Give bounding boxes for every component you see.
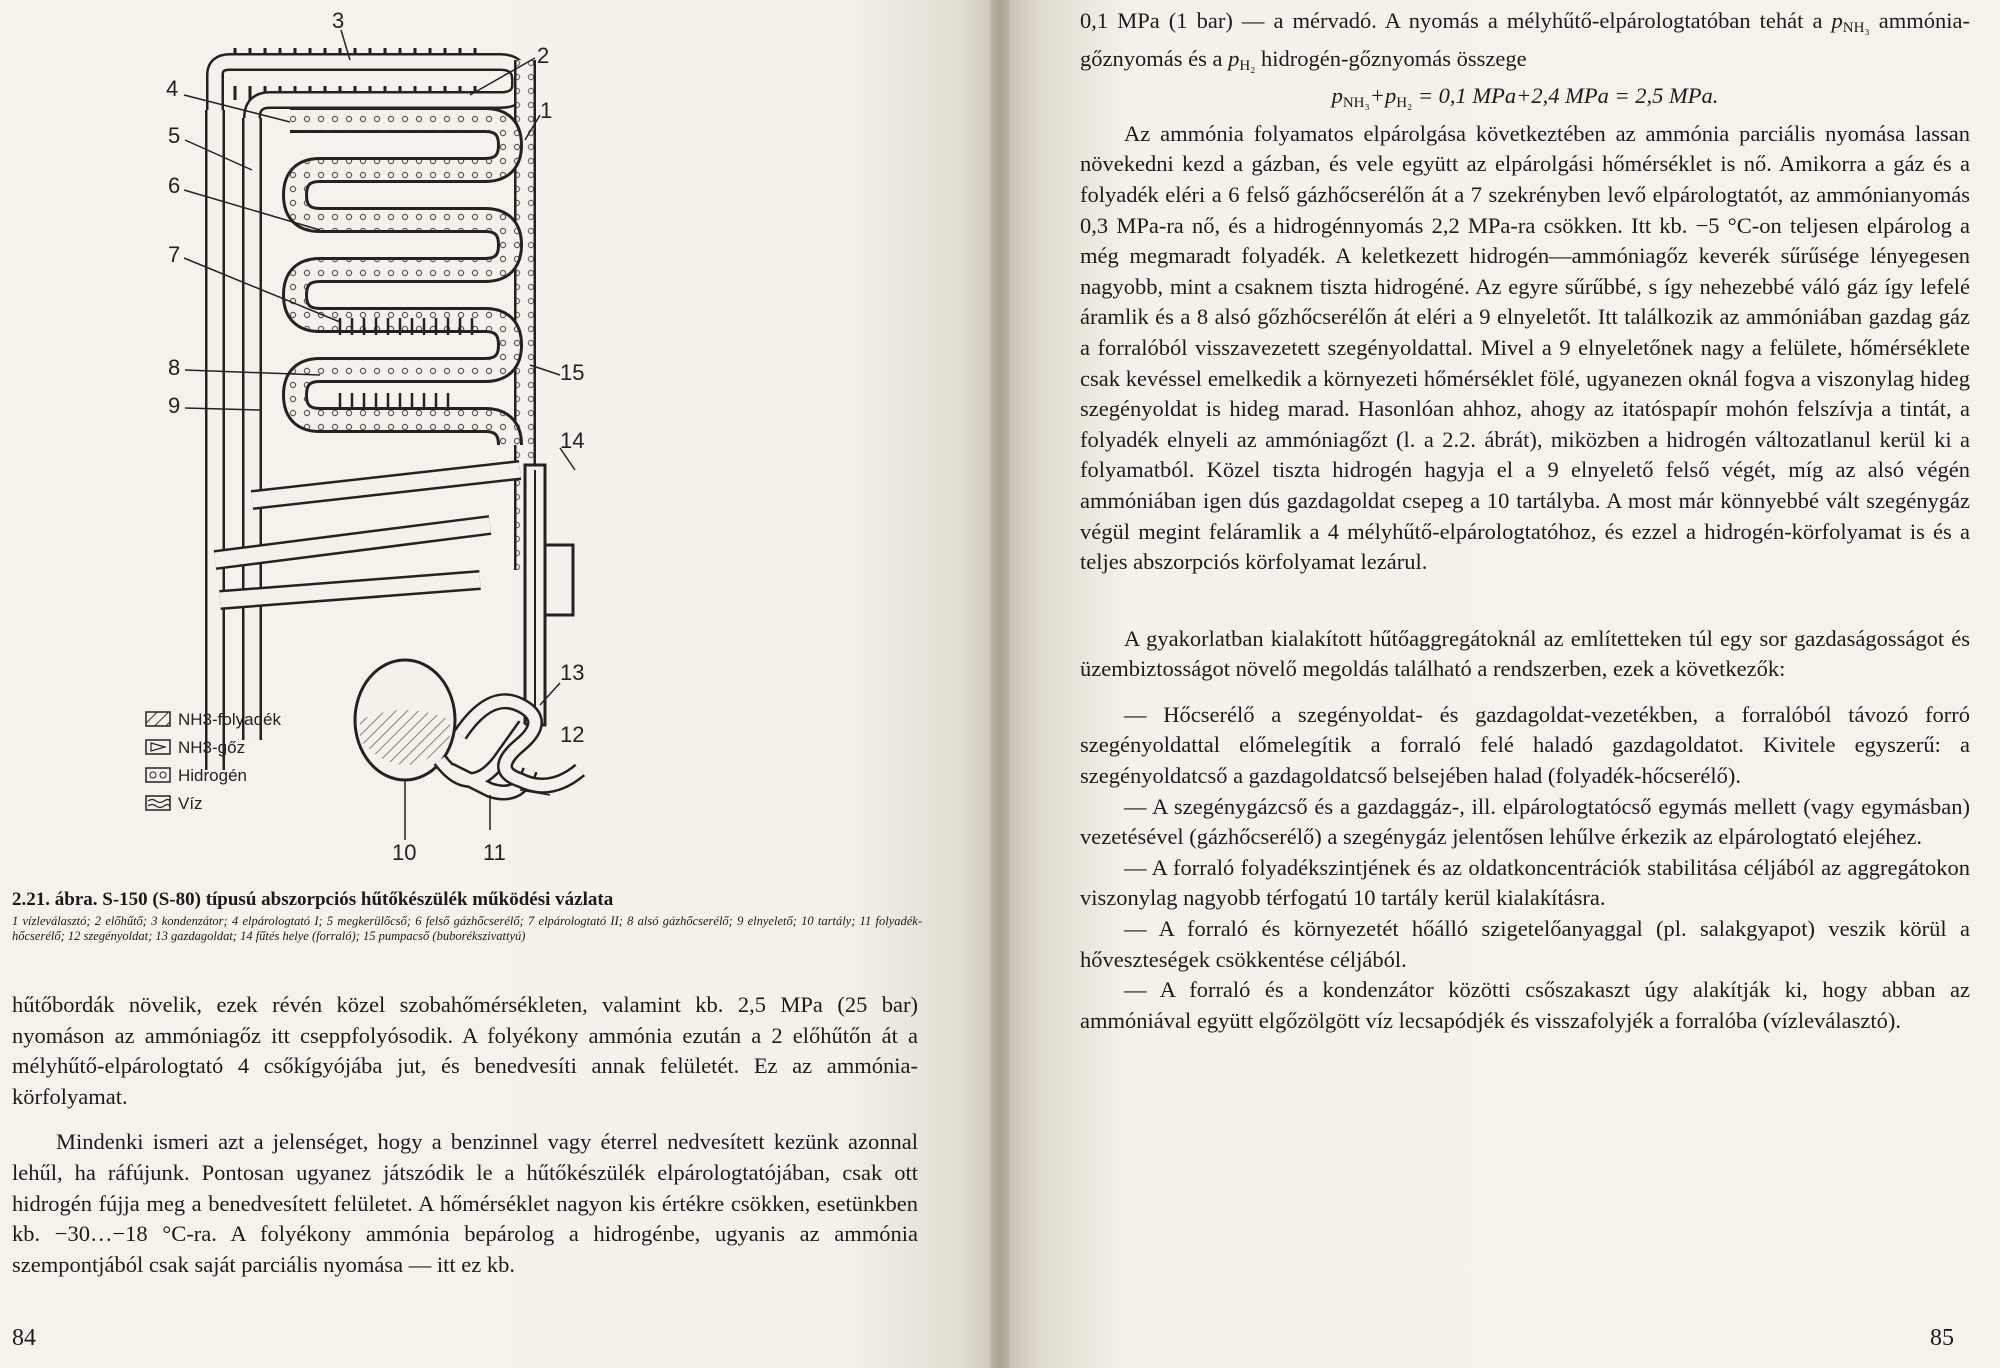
left-page [0,0,990,1368]
legend-label-water: Víz [178,794,203,813]
legend-label-vapor: NH3-gőz [178,738,246,757]
left-paragraph-1: hűtőbordák növelik, ezek révén közel szobahőmérsékleten, valamint kb. 2,5 MPa (25 bar) nyomáson az ammóniagőz itt cseppfolyósodik. A folyékony ammónia ezután a 2 előhűtőn át a mélyhűtő-elpárologtató 4 csőkígyójába jut, és benedvesíti annak felületét. Ez az ammónia-körfolyamat. [12,992,918,1109]
fig-label-5: 5 [168,123,181,148]
right-body-text [1080,6,1970,1036]
book-gutter [990,0,1010,1368]
fig-label-15: 15 [560,360,585,385]
fig-label-3: 3 [332,8,345,33]
caption-text: 1 vízleválasztó; 2 előhűtő; 3 kondenzátor; 4 elpárologtató I; 5 megkerülőcső; 6 felső gázhőcserélő; 7 elpárologtató II; 8 alsó gázhőcserélő; 9 elnyelető; 10 tartály; 11 folyadék-hőcserélő; 12 szegényoldat; 13 gazdagoldat; 14 fűtés helye (forraló); 15 pumpacső (buborékszivattyú) [12,914,922,943]
left-body-text [12,990,918,1280]
fig-label-7: 7 [168,242,181,267]
right-paragraph-8: — A forraló és a kondenzátor közötti csőszakaszt úgy alakítják ki, hogy abban az ammóniával együtt elgőzölgött víz lecsapódjék és visszafolyjék a forralóba (vízleválasztó). [1080,977,1970,1033]
legend-label-liquid: NH3-folyadék [178,710,281,729]
page-number-left: 84 [12,1325,36,1351]
fig-label-10: 10 [392,840,417,865]
right-paragraph-7: — A forraló és környezetét hőálló szigetelőanyaggal (pl. salakgyapot) veszik körül a hőveszteségek csökkentése céljából. [1080,916,1970,972]
fig-label-14: 14 [560,428,585,453]
water-swatch-icon [146,796,170,810]
fig-label-12: 12 [560,722,585,747]
left-paragraph-2: Mindenki ismeri azt a jelenséget, hogy a benzinnel vagy éterrel nedvesített kezünk azonnal lehűl, ha ráfújunk. Pontosan ugyanez játszódik le a hűtőkészülék elpárologtatójában, csak ott hidrogén fújja meg a benedvesített felületet. A hőmérséklet nagyon kis értékre csökken, esetünkben kb. −30…−18 °C-ra. A folyékony ammónia bepárolog a hidrogénbe, ugyanis az ammónia szempontjából csak saját parciális nyomása — itt ez kb. [12,1129,918,1277]
fig-label-2: 2 [537,43,550,68]
fig-label-13: 13 [560,660,585,685]
right-paragraph-6: — A forraló folyadékszintjének és az oldatkoncentrációk stabilitása céljából az aggregátokon viszonylag nagyobb térfogatú 10 tartály kerül kialakításra. [1080,854,1970,911]
figure-caption [12,889,922,944]
fig-label-8: 8 [168,355,181,380]
fig-label-11: 11 [483,840,506,865]
fig-label-6: 6 [168,173,181,198]
right-paragraph-5: — A szegénygázcső és a gazdaggáz-, ill. elpárologtatócső egymás mellett (vagy egymásban) vezetésével (gázhőcserélő) a szegénygáz jelentősen lehűlve érkezik az elpárologtató elejéhez. [1080,793,1970,850]
refrigerator-diagram [20,0,850,885]
right-paragraph-3: A gyakorlatban kialakított hűtőaggregátoknál az említetteken túl egy sor gazdaságosságot és üzembiztosságot növelő megoldás található a rendszerben, ezek a következők: [1080,625,1970,682]
right-page [1010,0,2000,1368]
liquid-swatch-icon [146,712,170,726]
pressure-formula: $p_{NH_3}+p_{H_2} = 0,1$ MPa+2,4 MPa = 2,5 MPa. [1331,83,1719,112]
fig-label-4: 4 [166,76,179,101]
legend-label-hydrogen: Hidrogén [178,766,247,785]
right-paragraph-4: — Hőcserélő a szegényoldat- és gazdagoldat-vezetékben, a forralóból távozó forró szegényoldattal előmelegítik a forraló felé haladó gazdagoldatot. Kivitele egyszerű: a szegényoldatcső a gazdagoldatcső belsejében halad (folyadék-hőcserélő). [1080,701,1970,789]
fig-label-1: 1 [540,98,553,123]
page-number-right: 85 [1930,1325,1954,1351]
right-paragraph-1: 0,1 MPa (1 bar) — a mérvadó. A nyomás a mélyhűtő-elpárologtatóban tehát a $p_{NH_3}$ ammónia-gőznyomás és a $p_{H_2}$ hidrogén-gőznyomás összege [1080,8,1970,74]
caption-title: 2.21. ábra. S-150 (S-80) típusú abszorpciós hűtőkészülék működési vázlata [12,889,614,910]
fig-label-9: 9 [168,393,181,418]
right-paragraph-2: Az ammónia folyamatos elpárolgása következtében az ammónia parciális nyomása lassan növekedni kezd a gázban, és vele együtt az elpárolgási hőmérséklet is nő. Amikorra a gáz és a folyadék eléri a 6 felső gázhőcserélőn át a 7 szekrényben levő elpárologtatót, az ammónianyomás 0,3 MPa-ra nő, és a hidrogénnyomás 2,2 MPa-ra csökken. Itt kb. −5 °C-on teljesen elpárolog a még megmaradt folyadék. A keletkezett hidrogén—ammóniagőz keverék sűrűsége lényegesen nagyobb, mint a csaknem tiszta hidrogéné. Az egyre sűrűbbé, s így nehezebbé váló gáz így lefelé áramlik és a 8 alsó gőzhőcserélőn át eléri a 9 elnyeletőt. Itt találkozik az ammóniában gazdag gáz a forralóból visszavezetett szegényoldattal. Mivel a 9 elnyeletőnek nagy a felülete, hőmérséklete csak kevéssel emelkedik a környezeti hőmérséklet fölé, ugyanezen oknál fogva a viszonylag hideg szegényoldat is hideg marad. Hasonlóan ahhoz, ahogy az itatóspapír mohón felszívja a tintát, a folyadék elnyeli az ammóniagőzt (l. a 2.2. ábrát), miközben a hidrogén változatlanul kerül ki a folyamatból. Közel tiszta hidrogén hagyja el a 9 elnyelető felső végét, míg az alsó végén ammóniában igen dús gazdagoldat csepeg a 10 tartályba. A most már könnyebbé vált szegénygáz végül megint feláramlik a 4 mélyhűtő-elpárologtatóhoz, és ezzel a hidrogén-körfolyamat is és a teljes abszorpciós körfolyamat lezárul. [1080,120,1970,575]
